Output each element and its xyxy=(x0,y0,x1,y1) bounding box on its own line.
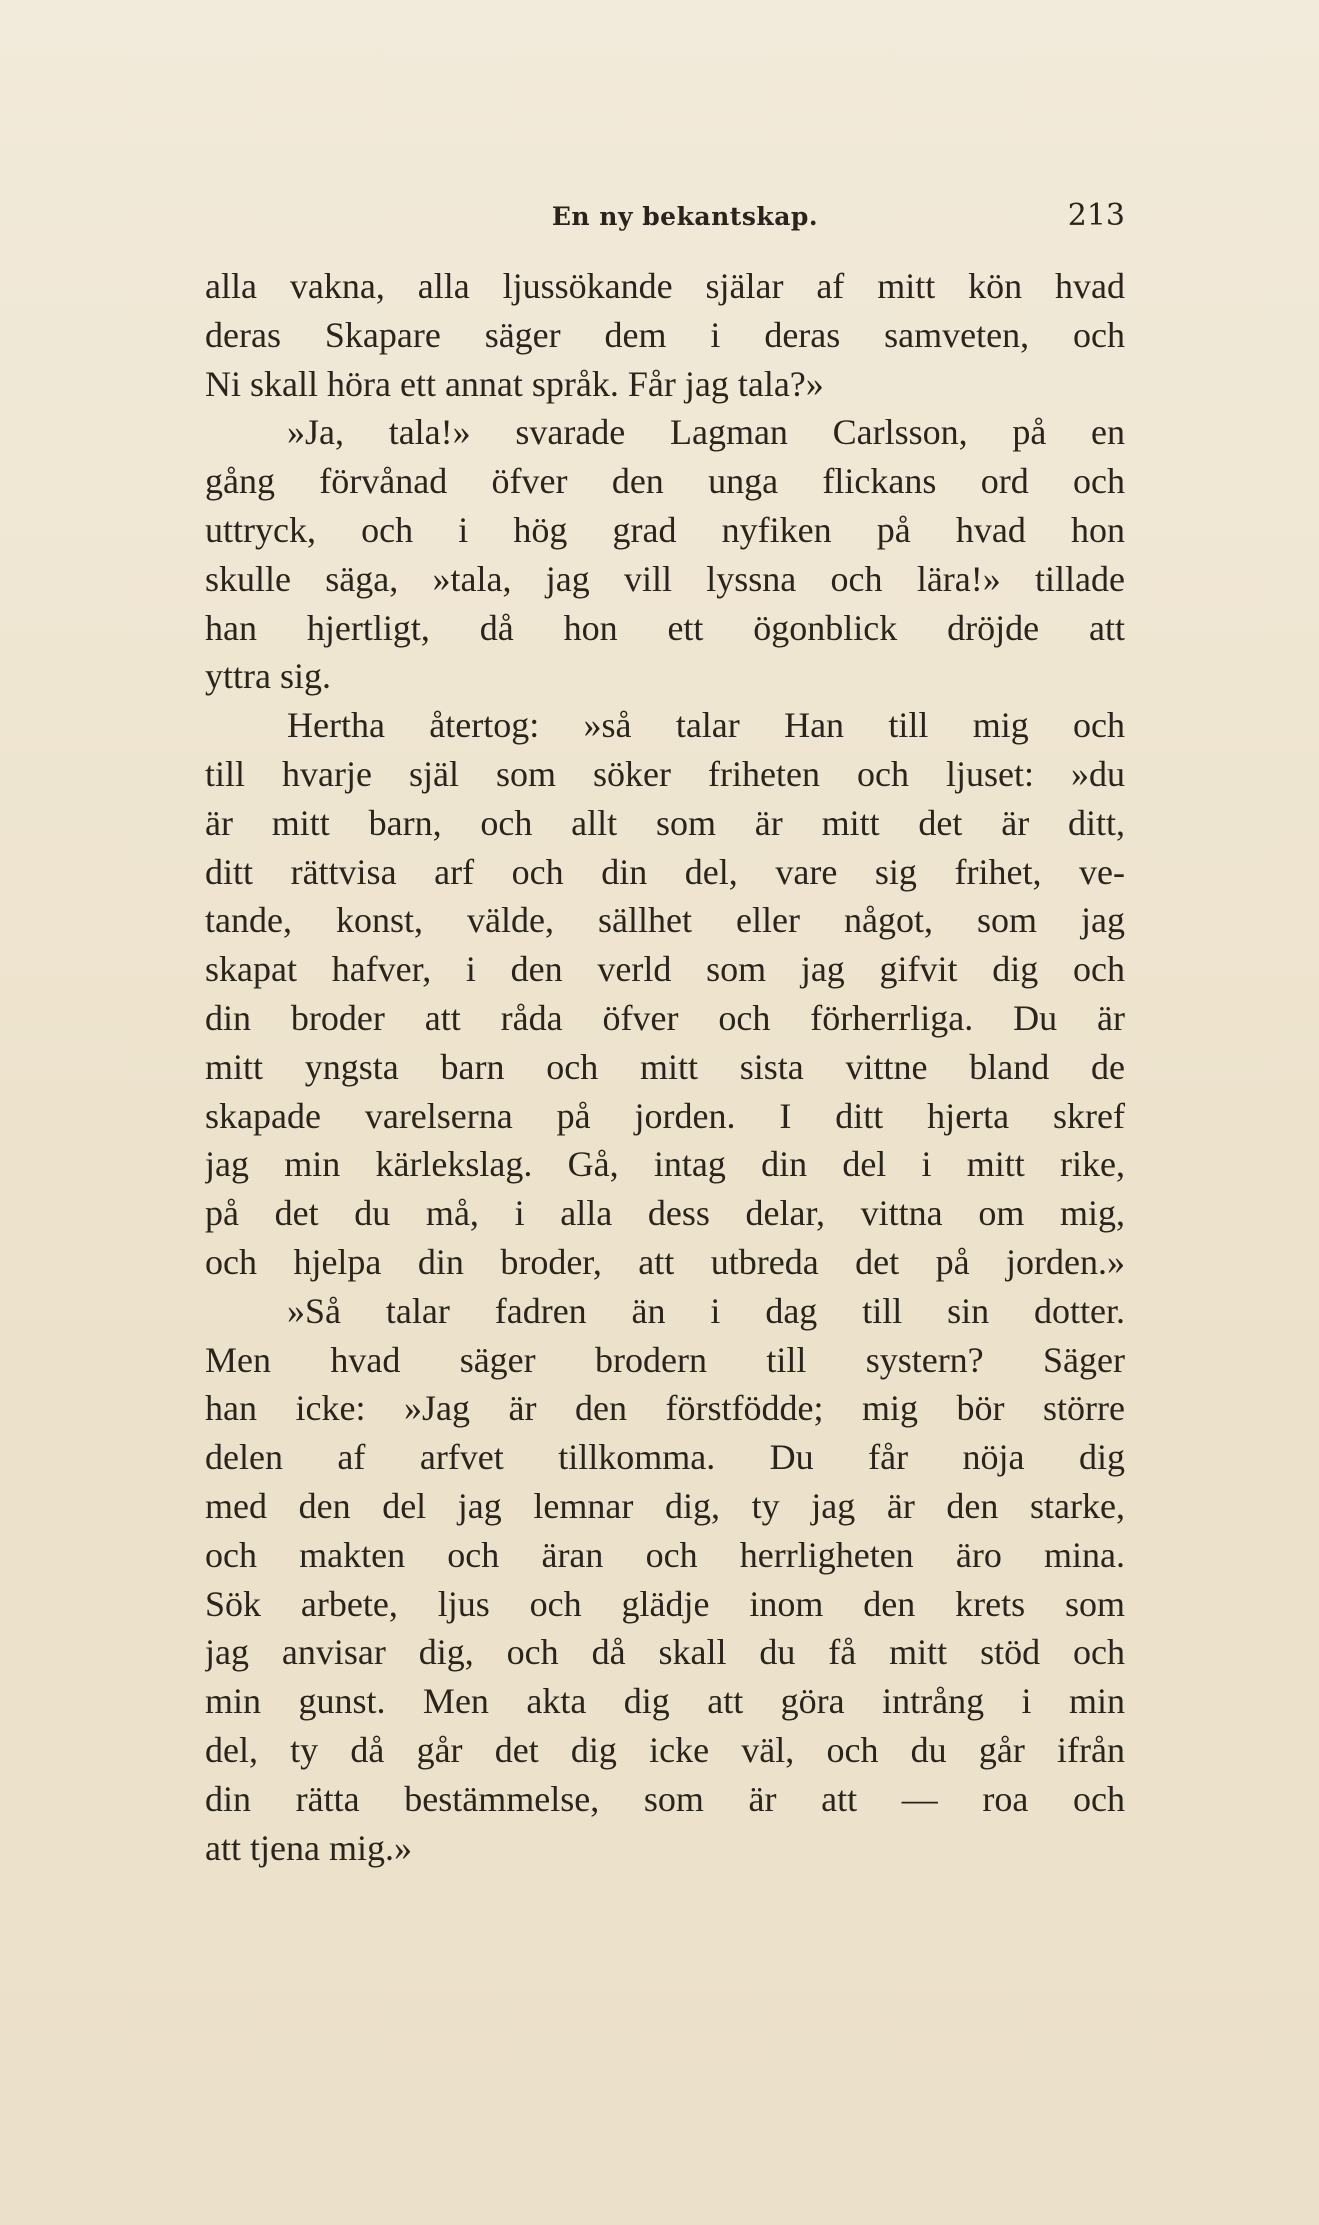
text-line: del, ty då går det dig icke väl, och du går ifrån xyxy=(205,1729,1125,1770)
text-line: skapade varelserna på jorden. I ditt hjerta skref xyxy=(205,1095,1125,1136)
running-title: En ny bekantskap. xyxy=(551,202,819,231)
text-line: uttryck, och i hög grad nyfiken på hvad hon xyxy=(205,509,1125,550)
body-text xyxy=(205,262,1125,1872)
text-line: till hvarje själ som söker friheten och ljuset: »du xyxy=(205,753,1125,794)
page-header xyxy=(205,196,1125,236)
text-line: ditt rättvisa arf och din del, vare sig frihet, ve- xyxy=(205,851,1125,892)
text-line: att tjena mig.» xyxy=(205,1827,412,1868)
text-line: på det du må, i alla dess delar, vittna om mig, xyxy=(205,1193,1125,1234)
text-line: »Ja, tala!» svarade Lagman Carlsson, på en xyxy=(287,412,1125,453)
text-line: och hjelpa din broder, att utbreda det på jorden.» xyxy=(205,1241,1125,1282)
text-line: Hertha återtog: »så talar Han till mig och xyxy=(287,705,1125,746)
text-line: din rätta bestämmelse, som är att — roa och xyxy=(205,1778,1125,1819)
text-line: Men hvad säger brodern till systern? Säger xyxy=(205,1339,1125,1380)
text-line: han icke: »Jag är den förstfödde; mig bör större xyxy=(205,1388,1125,1429)
text-line: jag anvisar dig, och då skall du få mitt stöd och xyxy=(205,1632,1125,1673)
text-line: med den del jag lemnar dig, ty jag är den starke, xyxy=(205,1485,1125,1526)
text-line: deras Skapare säger dem i deras samveten, och xyxy=(205,314,1125,355)
text-line: Sök arbete, ljus och glädje inom den krets som xyxy=(205,1583,1125,1624)
text-line: han hjertligt, då hon ett ögonblick dröjde att xyxy=(205,607,1125,648)
text-line: Ni skall höra ett annat språk. Får jag tala?» xyxy=(205,363,824,404)
text-line: mitt yngsta barn och mitt sista vittne bland de xyxy=(205,1046,1125,1087)
text-line: jag min kärlekslag. Gå, intag din del i mitt rike, xyxy=(205,1144,1125,1185)
text-line: gång förvånad öfver den unga flickans ord och xyxy=(205,461,1125,502)
text-line: och makten och äran och herrligheten äro mina. xyxy=(205,1534,1125,1575)
text-line: delen af arfvet tillkomma. Du får nöja dig xyxy=(205,1437,1125,1478)
text-line: tande, konst, välde, sällhet eller något, som jag xyxy=(205,900,1125,941)
text-line: skapat hafver, i den verld som jag gifvit dig och xyxy=(205,949,1125,990)
text-line: alla vakna, alla ljussökande själar af mitt kön hvad xyxy=(205,266,1125,306)
text-line: skulle säga, »tala, jag vill lyssna och lära!» tillade xyxy=(205,558,1125,599)
text-line: är mitt barn, och allt som är mitt det är ditt, xyxy=(205,802,1125,843)
text-line: min gunst. Men akta dig att göra intrång i min xyxy=(205,1681,1125,1722)
page-number: 213 xyxy=(1067,198,1125,233)
text-line: »Så talar fadren än i dag till sin dotter. xyxy=(287,1290,1125,1331)
text-line: din broder att råda öfver och förherrliga. Du är xyxy=(205,997,1125,1038)
text-line: yttra sig. xyxy=(205,656,331,697)
